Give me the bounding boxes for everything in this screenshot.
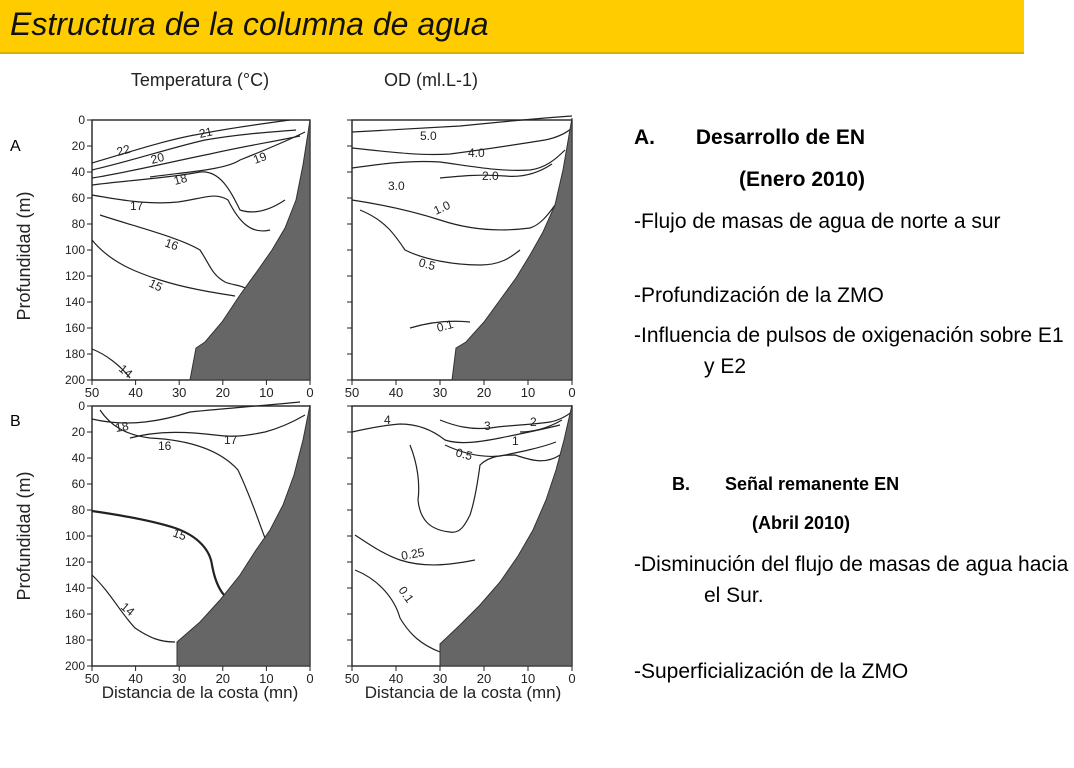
x-tick-label: 20 [215, 671, 231, 686]
chart-oxygen-a [345, 70, 576, 400]
contour-label: 0.1 [395, 583, 417, 606]
y-tick-label: 100 [64, 243, 85, 257]
x-tick-label: 0 [568, 385, 576, 400]
x-tick-label: 10 [520, 385, 536, 400]
shelf-temperature-a [190, 120, 310, 380]
y-tick-label: 40 [71, 165, 85, 179]
note-b-1: -Disminución del flujo de masas de agua hacia el Sur. [634, 553, 1069, 607]
contour-label: 16 [158, 439, 172, 453]
x-tick-label: 40 [388, 385, 404, 400]
panel-a-label: A [10, 138, 21, 155]
contour-label: 18 [172, 170, 189, 188]
x-tick-label: 20 [476, 385, 492, 400]
x-axis-label-b-left: Distancia de la costa (mn) [101, 683, 299, 702]
y-tick-label: 160 [64, 321, 85, 335]
contour-label: 0.5 [417, 255, 437, 274]
contour-label: 22 [115, 141, 132, 159]
shelf-temperature-b [177, 405, 310, 666]
x-tick-label: 0 [306, 671, 314, 686]
chart-oxygen-b [345, 405, 576, 702]
x-axis-label-b-right: Distancia de la costa (mn) [364, 683, 562, 702]
section-a-heading: A. Desarrollo de EN [634, 126, 866, 149]
y-tick-label: 60 [71, 477, 85, 491]
x-tick-label: 40 [388, 671, 404, 686]
contour-label: 0.1 [435, 317, 455, 335]
note-b-2: -Superficialización de la ZMO [634, 660, 909, 683]
contour-od-1 [352, 197, 555, 230]
x-tick-label: 0 [568, 671, 576, 686]
chart-title-temperature: Temperatura (°C) [130, 70, 270, 90]
contour-temp-17 [92, 195, 270, 231]
x-tick-label: 20 [476, 671, 492, 686]
contour-label: 1.0 [431, 197, 453, 218]
title-underline [0, 52, 1024, 54]
x-tick-label: 30 [171, 385, 187, 400]
y-tick-label: 40 [71, 451, 85, 465]
y-tick-label: 200 [64, 373, 85, 387]
x-tick-label: 0 [306, 385, 314, 400]
section-a-subheading: (Enero 2010) [739, 168, 866, 191]
y-tick-label: 60 [71, 191, 85, 205]
contour-label: 15 [146, 276, 165, 295]
x-tick-label: 40 [128, 671, 143, 686]
y-tick-label: 140 [64, 581, 85, 595]
chart-title-oxygen: OD (ml.L-1) [384, 70, 478, 90]
slide-title: Estructura de la columna de agua [10, 6, 489, 42]
shelf-oxygen-b [440, 405, 572, 666]
contour-od-05 [360, 210, 520, 265]
y-tick-label: 100 [64, 529, 85, 543]
contour-temp-18 [92, 172, 285, 212]
y-tick-label: 0 [78, 113, 85, 127]
y-tick-label: 200 [64, 659, 85, 673]
contour-od-4 [352, 128, 572, 155]
y-tick-label: 180 [64, 347, 85, 361]
y-tick-label: 80 [71, 217, 85, 231]
contour-label: 2.0 [482, 169, 499, 183]
y-axis-label-a: Profundidad (m) [14, 191, 34, 321]
contour-label: 21 [197, 124, 214, 141]
contour-label: 17 [130, 199, 144, 213]
x-tick-label: 40 [128, 385, 143, 400]
contour-od-5 [352, 116, 572, 132]
contour-label: 19 [251, 149, 269, 167]
section-b-subheading: (Abril 2010) [752, 513, 851, 533]
x-tick-label: 20 [215, 385, 231, 400]
y-tick-label: 120 [64, 269, 85, 283]
note-a-2: -Profundización de la ZMO [634, 284, 884, 307]
contour-label: 3.0 [388, 179, 405, 193]
y-tick-label: 140 [64, 295, 85, 309]
contour-label: 5.0 [420, 129, 437, 143]
contour-label: 17 [224, 433, 238, 447]
contour-label: 4 [384, 413, 391, 427]
x-tick-label: 30 [171, 671, 187, 686]
contour-label: 15 [170, 525, 189, 544]
y-tick-label: 80 [71, 503, 85, 517]
contour-label: 0.5 [454, 445, 474, 464]
contour-label: 18 [114, 418, 130, 435]
x-tick-label: 30 [432, 671, 448, 686]
chart-temperature-a [14, 70, 314, 400]
y-tick-label: 20 [71, 139, 85, 153]
contour-od-b-01 [355, 570, 440, 652]
x-tick-label: 50 [84, 671, 100, 686]
x-tick-label: 10 [259, 385, 274, 400]
x-tick-label: 10 [520, 671, 536, 686]
chart-temperature-b [14, 399, 314, 702]
contour-label: 1 [512, 434, 519, 448]
y-tick-label: 0 [78, 399, 85, 413]
y-tick-label: 120 [64, 555, 85, 569]
contour-label: 2 [530, 415, 537, 429]
x-tick-label: 50 [344, 671, 360, 686]
contour-label: 14 [116, 361, 136, 381]
contour-temp-b-17 [130, 415, 305, 438]
title-bar [0, 0, 1024, 52]
contour-temp-19 [150, 132, 305, 177]
oxygen-a-contour-labels [388, 129, 499, 335]
contour-figure [0, 60, 600, 710]
note-a-1: -Flujo de masas de agua de norte a sur [634, 210, 1001, 233]
y-axis-label-b: Profundidad (m) [14, 471, 34, 601]
contour-label: 3 [484, 419, 491, 433]
x-tick-label: 50 [84, 385, 100, 400]
y-tick-label: 180 [64, 633, 85, 647]
x-tick-label: 30 [432, 385, 448, 400]
contour-label: 14 [118, 599, 138, 619]
contour-od-b-3 [440, 412, 572, 429]
contour-label: 20 [149, 149, 166, 167]
y-tick-label: 160 [64, 607, 85, 621]
note-a-3: -Influencia de pulsos de oxigenación sobre E1 y E2 [634, 324, 1064, 378]
panel-b-label: B [10, 413, 21, 430]
y-tick-label: 20 [71, 425, 85, 439]
x-tick-label: 10 [259, 671, 274, 686]
contour-temp-b-15 [92, 511, 224, 595]
contour-label: 16 [162, 235, 181, 254]
contour-label: 0.25 [400, 545, 426, 563]
section-b-heading: B. Señal remanente EN [672, 474, 900, 494]
contour-label: 4.0 [468, 146, 485, 160]
x-tick-label: 50 [344, 385, 360, 400]
